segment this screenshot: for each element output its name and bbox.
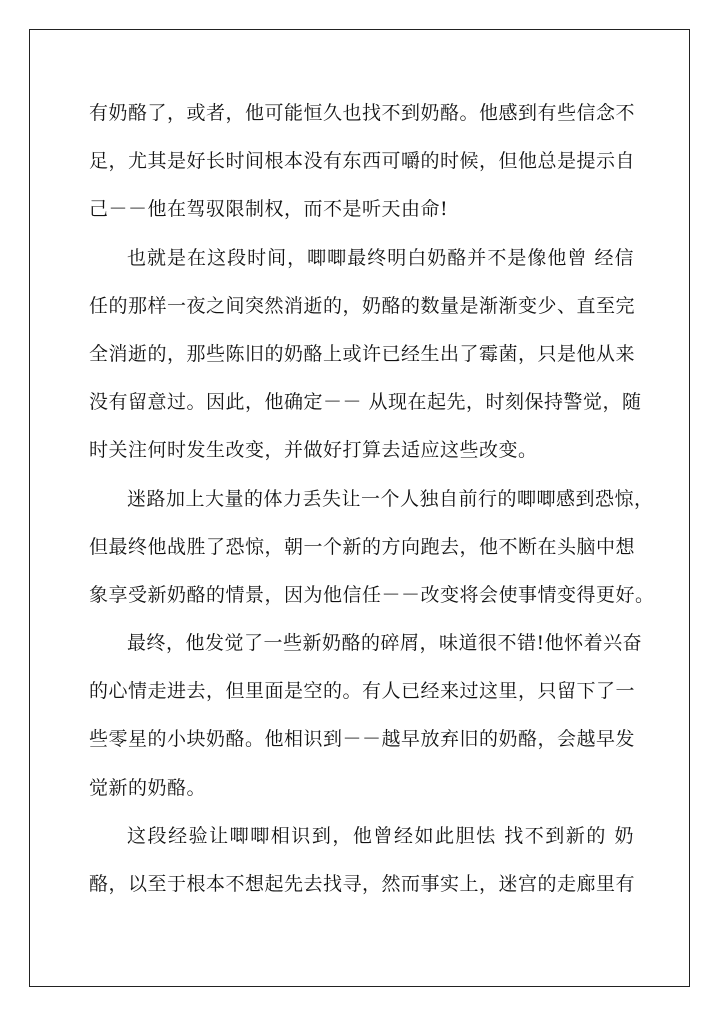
text-line: 最终，他发觉了一些新奶酪的碎屑，味道很不错!他怀着兴奋 xyxy=(127,632,643,655)
text-line: 酪，以至于根本不想起先去找寻，然而事实上，迷宫的走廊里有 xyxy=(89,873,636,895)
text-line: 这段经验让唧唧相识到，他曾经如此胆怯 找不到新的 奶 xyxy=(127,824,634,847)
text-line: 迷路加上大量的体力丢失让一个人独自前行的唧唧感到恐惊， xyxy=(127,487,654,510)
text-line: 的心情走进去，但里面是空的。有人已经来过这里，只留下了一 xyxy=(89,680,636,703)
text-line: 时关注何时发生改变，并做好打算去适应这些改变。 xyxy=(89,439,538,462)
text-line: 有奶酪了，或者，他可能恒久也找不到奶酪。他感到有些信念不 xyxy=(89,102,636,124)
text-line: 但最终他战胜了恐惊，朝一个新的方向跑去，他不断在头脑中想 xyxy=(89,535,636,558)
text-line: 全消逝的，那些陈旧的奶酪上或许已经生出了霉菌，只是他从来 xyxy=(89,342,636,365)
text-line: 觉新的奶酪。 xyxy=(89,776,207,799)
document-body xyxy=(89,93,655,912)
text-line: 任的那样一夜之间突然消逝的，奶酪的数量是渐渐变少、直至完 xyxy=(89,294,636,317)
text-line: 足，尤其是好长时间根本没有东西可嚼的时候，但他总是提示自 xyxy=(89,150,636,173)
text-line: 也就是在这段时间，唧唧最终明白奶酪并不是像他曾 经信 xyxy=(127,246,634,269)
text-line: 没有留意过。因此，他确定－－ 从现在起先，时刻保持警觉，随 xyxy=(89,391,642,414)
text-line: 己－－他在驾驭限制权，而不是听天由命! xyxy=(89,198,449,221)
text-line: 象享受新奶酪的情景，因为他信任－－改变将会使事情变得更好。 xyxy=(89,583,655,606)
text-line: 些零星的小块奶酪。他相识到－－越早放弃旧的奶酪，会越早发 xyxy=(89,728,636,751)
